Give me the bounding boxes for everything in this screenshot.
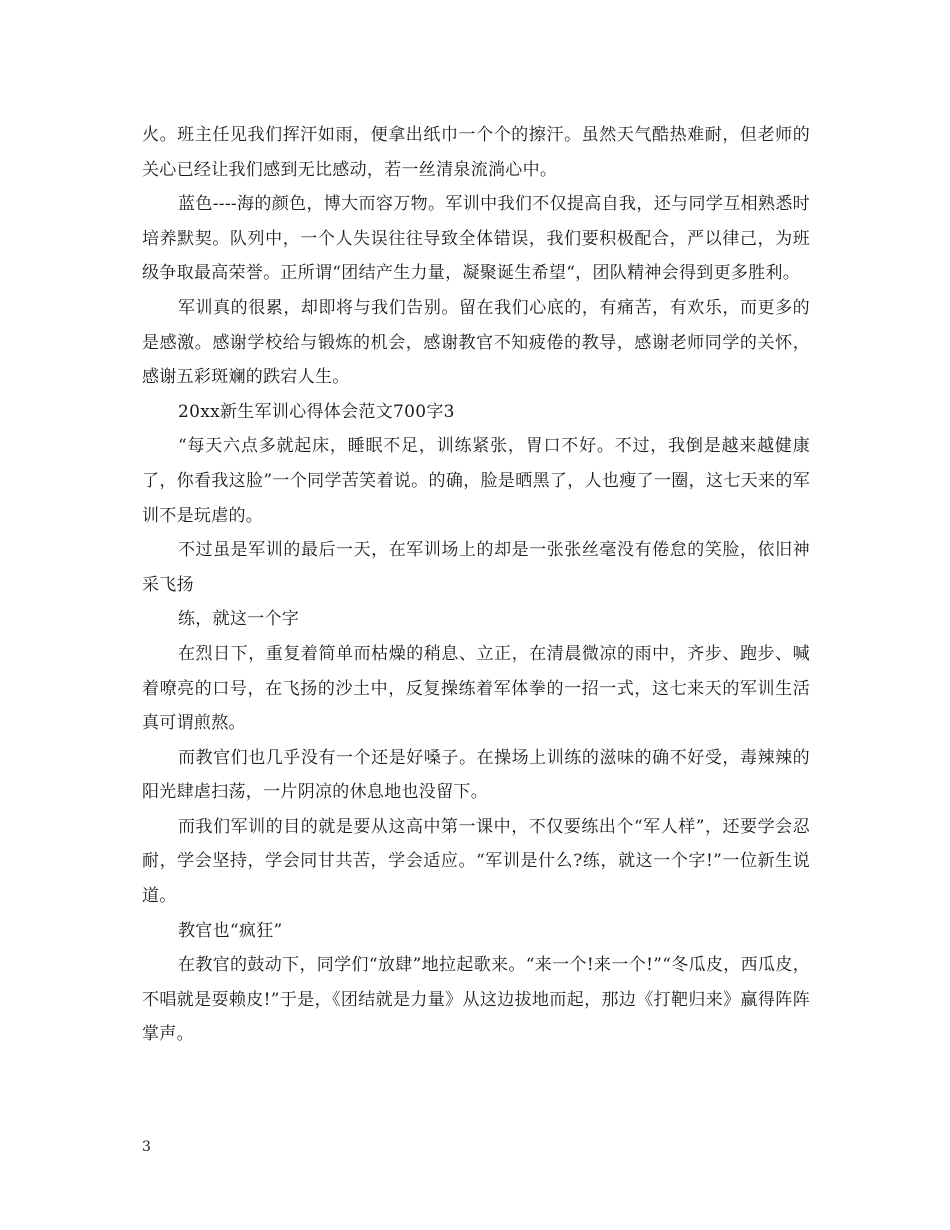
paragraph: 蓝色----海的颜色，博大而容万物。军训中我们不仅提高自我，还与同学互相熟悉时培养默契。队列中，一个人失误往往导致全体错误，我们要积极配合，严以律己，为班级争取最高荣誉。正所谓“团结产生力量，凝聚诞生希望“，团队精神会得到更多胜利。 <box>142 194 810 284</box>
paragraph: 不过虽是军训的最后一天，在军训场上的却是一张张丝毫没有倦怠的笑脸，依旧神采飞扬 <box>142 540 810 595</box>
paragraph: 火。班主任见我们挥汗如雨，便拿出纸巾一个个的擦汗。虽然天气酷热难耐，但老师的关心已经让我们感到无比感动，若一丝清泉流淌心中。 <box>142 125 810 180</box>
paragraph: 在烈日下，重复着简单而枯燥的稍息、立正，在清晨微凉的雨中，齐步、跑步、喊着嘹亮的口号，在飞扬的沙土中，反复操练着军体拳的一招一式，这七来天的军训生活真可谓煎熬。 <box>142 643 810 734</box>
paragraph: 在教官的鼓动下，同学们“放肆”地拉起歌来。“来一个!来一个!”“冬瓜皮，西瓜皮，不唱就是耍赖皮!”于是，《团结就是力量》从这边拔地而起，那边《打靶归来》赢得阵阵掌声。 <box>142 955 810 1045</box>
paragraph: 而教官们也几乎没有一个还是好嗓子。在操场上训练的滋味的确不好受，毒辣辣的阳光肆虐扫荡，一片阴凉的休息地也没留下。 <box>142 747 810 803</box>
body-text <box>142 118 810 1052</box>
paragraph: “每天六点多就起床，睡眠不足，训练紧张，胃口不好。不过，我倒是越来越健康了，你看我这脸”一个同学苦笑着说。的确，脸是晒黑了，人也瘦了一圈，这七天来的军训不是玩虐的。 <box>142 436 810 526</box>
page-number: 3 <box>142 1139 151 1155</box>
subheading: 练，就这一个字 <box>178 609 300 630</box>
section-heading: 20xx新生军训心得体会范文700字3 <box>178 401 455 422</box>
paragraph: 而我们军训的目的就是要从这高中第一课中，不仅要练出个“军人样”，还要学会忍耐，学会坚持，学会同甘共苦，学会适应。“军训是什么?练，就这一个字!”一位新生说道。 <box>142 816 810 907</box>
subheading: 教官也“疯狂” <box>178 920 283 941</box>
paragraph: 军训真的很累，却即将与我们告别。留在我们心底的，有痛苦，有欢乐，而更多的是感激。感谢学校给与锻炼的机会，感谢教官不知疲倦的教导，感谢老师同学的关怀，感谢五彩斑斓的跌宕人生。 <box>142 297 810 388</box>
